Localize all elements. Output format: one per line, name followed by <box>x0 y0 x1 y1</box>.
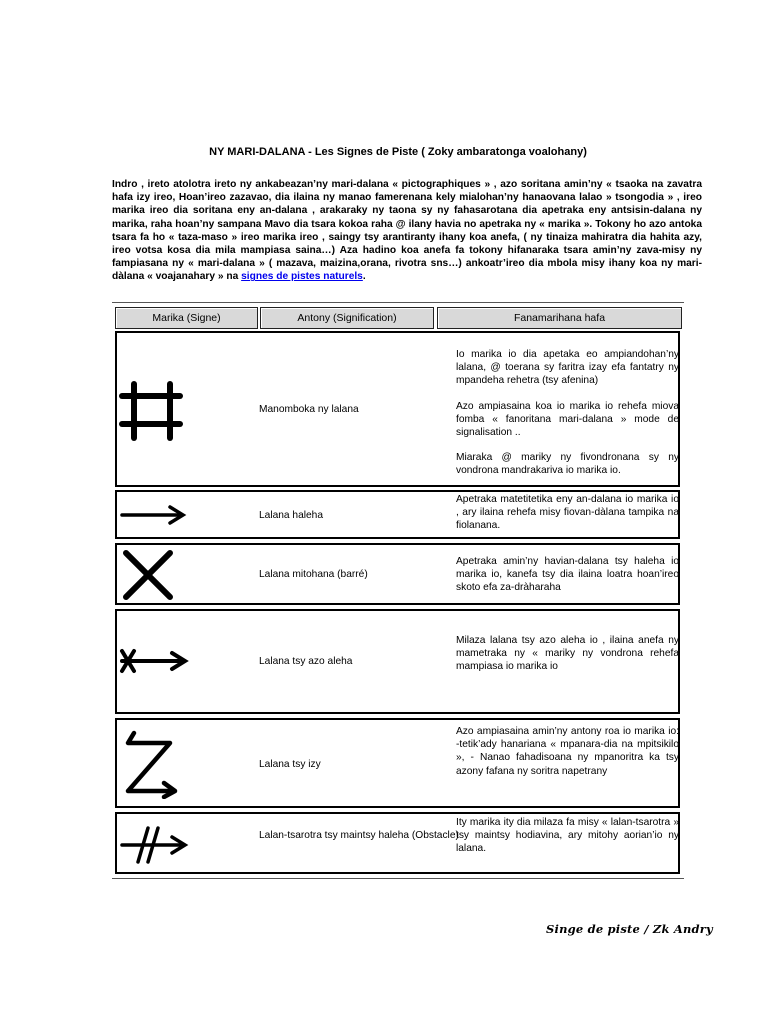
note-5a: Azo ampiasaina amin’ny antony roa io marika io: -tetik’ady hanariana « mpanara-dia na mpitsikilo », - Nanao fahadisoana ny mpanoritra ka tsy azony fafana ny soritra napetrany <box>456 726 679 777</box>
header-signification: Antony (Signification) <box>260 307 434 329</box>
notes-3 <box>456 555 679 607</box>
note-6a: Ity marika ity dia milaza fa misy « lalan-tsarotra » tsy maintsy hodiavina, ary mitohy aorian’io ny lalana. <box>456 817 679 855</box>
notes-2 <box>456 493 679 545</box>
footer-signature: Singe de piste / Zk Andry <box>546 922 713 936</box>
arrow-double-slash-icon <box>118 826 190 864</box>
header-notes: Fanamarihana hafa <box>437 307 682 329</box>
table-top-rule <box>112 302 684 303</box>
signification-2: Lalana haleha <box>259 510 324 521</box>
natural-signs-link[interactable]: signes de pistes naturels <box>241 271 363 283</box>
note-2a: Apetraka matetitetika eny an-dalana io marika io , ary ilaina rehefa misy fiovan-dàlana tampika na fiolanana. <box>456 494 679 532</box>
intro-paragraph <box>112 178 702 284</box>
zigzag-arrow-icon <box>120 727 184 799</box>
signification-1: Manomboka ny lalana <box>259 404 359 415</box>
notes-6 <box>456 816 679 868</box>
hash-grid-icon <box>118 378 186 442</box>
signification-4: Lalana tsy azo aleha <box>259 656 353 667</box>
signification-3: Lalana mitohana (barré) <box>259 569 368 580</box>
table-bottom-rule <box>112 878 684 879</box>
note-1c: Miaraka @ mariky ny fivondronana sy ny vondrona mandrakariva io marika io. <box>456 452 679 477</box>
intro-end: . <box>362 271 366 283</box>
notes-4 <box>456 634 679 686</box>
signification-6: Lalan-tsarotra tsy maintsy haleha (Obstacle) <box>259 830 459 841</box>
arrow-right-icon <box>118 504 188 526</box>
page-title: NY MARI-DALANA - Les Signes de Piste ( Zoky ambaratonga voalohany) <box>209 146 587 158</box>
arrow-crossed-tail-icon <box>118 647 190 675</box>
note-4a: Milaza lalana tsy azo aleha io , ilaina anefa ny mametraka ny « mariky ny vondrona rehefa mampiasa io marika io <box>456 635 679 673</box>
notes-1 <box>456 348 679 490</box>
header-signe: Marika (Signe) <box>115 307 258 329</box>
signification-5: Lalana tsy izy <box>259 759 321 770</box>
note-3a: Apetraka amin’ny havian-dalana tsy haleha io marika io, kanefa tsy dia ilaina loatra hoan’ireo skoto efa za-dràharaha <box>456 556 679 594</box>
intro-text: Indro , ireto atolotra ireto ny ankabeazan’ny mari-dalana « pictographiques » , azo soritana amin’ny « tsaoka na zavatra hafa izy ireo, Hoan’ireo zazavao, dia ilaina ny manao famerenana kely mialohan’ny hanaovana lalao » tsongodia » , ireo marika ireo dia soritana eny an-dalana , arakaraky ny taona sy ny fahasarotana dia apetraka eny antsisin-dalana ny marika, raha hoan’ny sampana Mavo dia tsara kokoa raha @ ilany havia no apetraka ny « marika ». Tokony ho azo antoka tsara fa ho « taza-maso » ireo marika ireo , saingy tsy arantiranty ihany koa anefa, ( ny tinaiza mahiratra dia hahita azy, ireo votsa kosa dia mila mampiasa saina…) Aza hadino koa anefa fa tokony hifanaraka tsara amin’ny zava-misy ny fampiasana ny « mari-dalana » ( mazava, maizina,orana, rivotra sns…) ankoatr’ireo dia mbola misy ihany koa ny mari-dàlana « voajanahary » na <box>112 179 702 283</box>
cross-x-icon <box>120 549 176 601</box>
note-1b: Azo ampiasaina koa io marika io rehefa miova fomba « fanoritana mari-dalana » mode de signalisation .. <box>456 400 679 439</box>
note-1a: Io marika io dia apetaka eo ampiandohan’ny lalana, @ toerana sy faritra izay efa fantatry ny mpandeha rehetra (tsy afenina) <box>456 349 679 387</box>
notes-5 <box>456 725 679 790</box>
